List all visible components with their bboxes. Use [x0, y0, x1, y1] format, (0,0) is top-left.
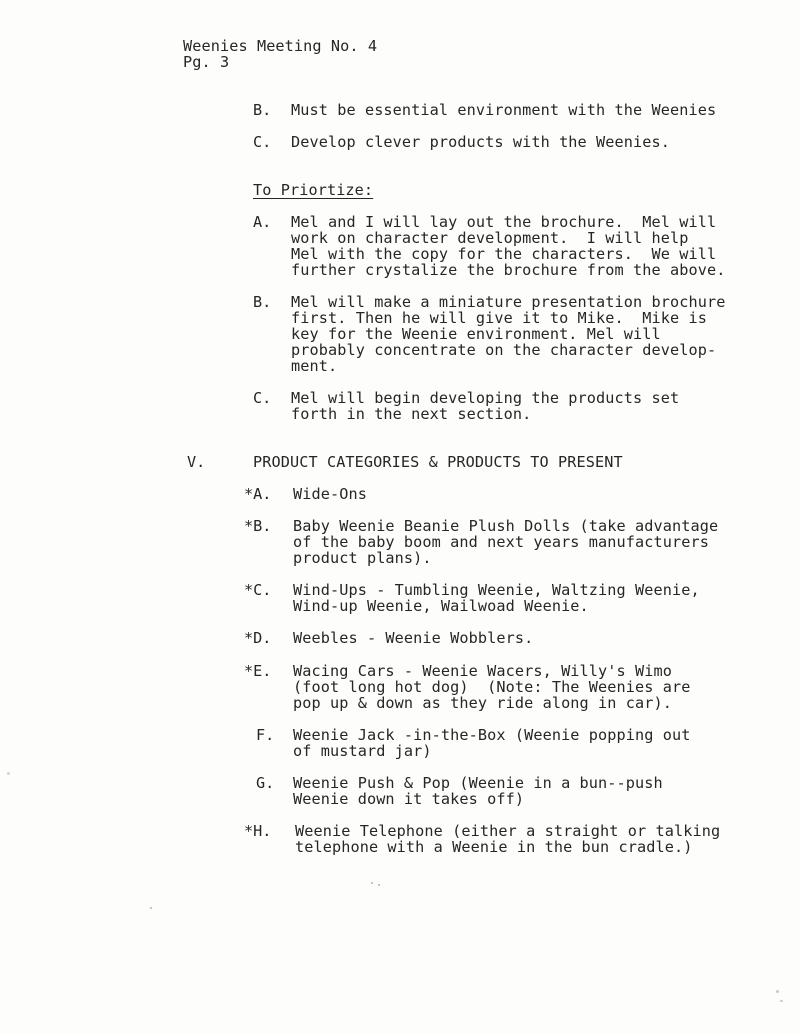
list-item-text: Mel will make a miniature presentation brochure [291, 293, 726, 311]
list-item-text: Wind-up Weenie, Wailwoad Weenie. [293, 597, 589, 615]
paper-speck [150, 907, 152, 909]
list-item-label: B. [253, 101, 272, 119]
list-item-label: C. [253, 133, 272, 151]
list-item-label: *C. [244, 581, 272, 599]
list-item-text: work on character development. I will help [291, 229, 689, 247]
list-item-text: telephone with a Weenie in the bun cradle.) [295, 838, 693, 856]
paper-speck [7, 772, 10, 775]
document-title: Weenies Meeting No. 4 [183, 37, 378, 55]
list-item-label: *E. [244, 662, 272, 680]
section-heading-prioritize: To Priortize: [253, 181, 374, 199]
list-item-text: Wacing Cars - Weenie Wacers, Willy's Wimo [293, 662, 672, 680]
list-item-text: Weenie Jack -in-the-Box (Weenie popping out [293, 726, 691, 744]
list-item-text: Wind-Ups - Tumbling Weenie, Waltzing Weenie, [293, 581, 700, 599]
list-item-text: Wide-Ons [293, 485, 367, 503]
list-item-text: (foot long hot dog) (Note: The Weenies are [293, 678, 691, 696]
list-item-text: Weenie Push & Pop (Weenie in a bun--push [293, 774, 663, 792]
list-item-label: B. [253, 293, 272, 311]
list-item-text: Mel and I will lay out the brochure. Mel will [291, 213, 717, 231]
list-item-text: Develop clever products with the Weenies. [291, 133, 670, 151]
list-item-label: *H. [244, 822, 272, 840]
list-item-text: product plans). [293, 549, 432, 567]
list-item-text: pop up & down as they ride along in car). [293, 694, 672, 712]
section-numeral: V. [187, 453, 206, 471]
paper-speck [776, 990, 779, 993]
list-item-text: probably concentrate on the character develop- [291, 341, 717, 359]
list-item-label: *A. [244, 485, 272, 503]
list-item-text: Weebles - Weenie Wobblers. [293, 629, 534, 647]
page-number: Pg. 3 [183, 53, 230, 71]
list-item-text: forth in the next section. [291, 405, 532, 423]
list-item-text: of mustard jar) [293, 742, 432, 760]
list-item-text: key for the Weenie environment. Mel will [291, 325, 661, 343]
list-item-text: Mel will begin developing the products set [291, 389, 680, 407]
list-item-text: Weenie Telephone (either a straight or talking [295, 822, 721, 840]
list-item-text: ment. [291, 357, 338, 375]
list-item-label: *B. [244, 517, 272, 535]
list-item-label: F. [256, 726, 275, 744]
list-item-label: C. [253, 389, 272, 407]
list-item-label: G. [256, 774, 275, 792]
list-item-label: *D. [244, 629, 272, 647]
list-item-text: Weenie down it takes off) [293, 790, 525, 808]
list-item-text: further crystalize the brochure from the above. [291, 261, 726, 279]
paper-speck [371, 882, 373, 884]
list-item-text: Must be essential environment with the Weenies [291, 101, 717, 119]
paper-speck [780, 1000, 783, 1002]
list-item-text: first. Then he will give it to Mike. Mike is [291, 309, 707, 327]
list-item-text: Baby Weenie Beanie Plush Dolls (take advantage [293, 517, 719, 535]
section-heading-products: PRODUCT CATEGORIES & PRODUCTS TO PRESENT [253, 453, 623, 471]
list-item-text: of the baby boom and next years manufacturers [293, 533, 709, 551]
list-item-label: A. [253, 213, 272, 231]
paper-speck [378, 884, 380, 886]
list-item-text: Mel with the copy for the characters. We will [291, 245, 717, 263]
